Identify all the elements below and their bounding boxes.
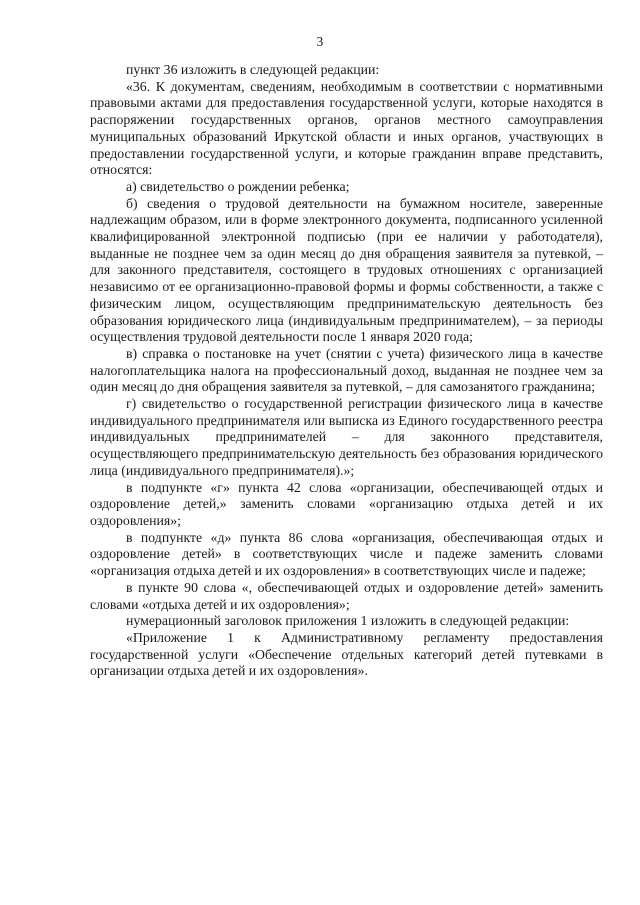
page-number: 3 <box>316 34 324 49</box>
paragraph: пункт 36 изложить в следующей редакции: <box>126 62 380 77</box>
paragraph: в подпункте «г» пункта 42 слова «организации, обеспечивающей отдых и оздоровление детей,» заменить словами «организацию отдыха детей и их оздоровления»; <box>90 479 603 528</box>
paragraph: в подпункте «д» пункта 86 слова «организация, обеспечивающая отдых и оздоровление детей» в соответствующих числе и падеже заменить словами «организация отдыха детей и их оздоровления» в соответствующих числе и падеже; <box>90 529 603 579</box>
document-body <box>90 62 603 680</box>
paragraph: нумерационный заголовок приложения 1 изложить в следующей редакции: <box>126 613 570 629</box>
paragraph: в) справка о постановке на учет (снятии с учета) физического лица в качестве налогоплательщика налога на профессиональный доход, выданная не позднее чем за один месяц до дня обращения заявителя за путевкой, – для самозанятого гражданина; <box>90 345 603 395</box>
paragraph: а) свидетельство о рождении ребенка; <box>126 178 350 194</box>
paragraph: г) свидетельство о государственной регистрации физического лица в качестве индивидуального предпринимателя или выписка из Единого государственного реестра индивидуальных предпринимателей – для законного представителя, осуществляющего предпринимательскую деятельность без образования юридического лица (индивидуального предпринимателя).»; <box>90 396 603 478</box>
paragraph: в пункте 90 слова «, обеспечивающей отдых и оздоровление детей» заменить словами «отдыха детей и их оздоровления»; <box>90 579 603 612</box>
paragraph: б) сведения о трудовой деятельности на бумажном носителе, заверенные надлежащим образом, или в форме электронного документа, подписанного усиленной квалифицированной электронной подписью (при ее наличии у работодателя), выданные не позднее чем за один месяц до дня обращения заявителя за путевкой, – для законного представителя, состоящего в трудовых отношениях с организацией независимо от ее организационно-правовой формы и формы собственности, а также с физическим лицом, осуществляющим предпринимательскую деятельность без образования юридического лица (индивидуальным предпринимателем), – за периоды осуществления трудовой деятельности после 1 января 2020 года; <box>90 195 603 345</box>
paragraph: «36. К документам, сведениям, необходимым в соответствии с нормативными правовыми актами для предоставления государственной услуги, которые находятся в распоряжении государственных органов, органов местного самоуправления муниципальных образований Иркутской области и иных органов, участвующих в предоставлении государственной услуги, и которые гражданин вправе представить, относятся: <box>90 78 603 178</box>
paragraph: «Приложение 1 к Административному регламенту предоставления государственной услуги «Обеспечение отдельных категорий детей путевками в организации отдыха детей и их оздоровления». <box>90 629 603 679</box>
